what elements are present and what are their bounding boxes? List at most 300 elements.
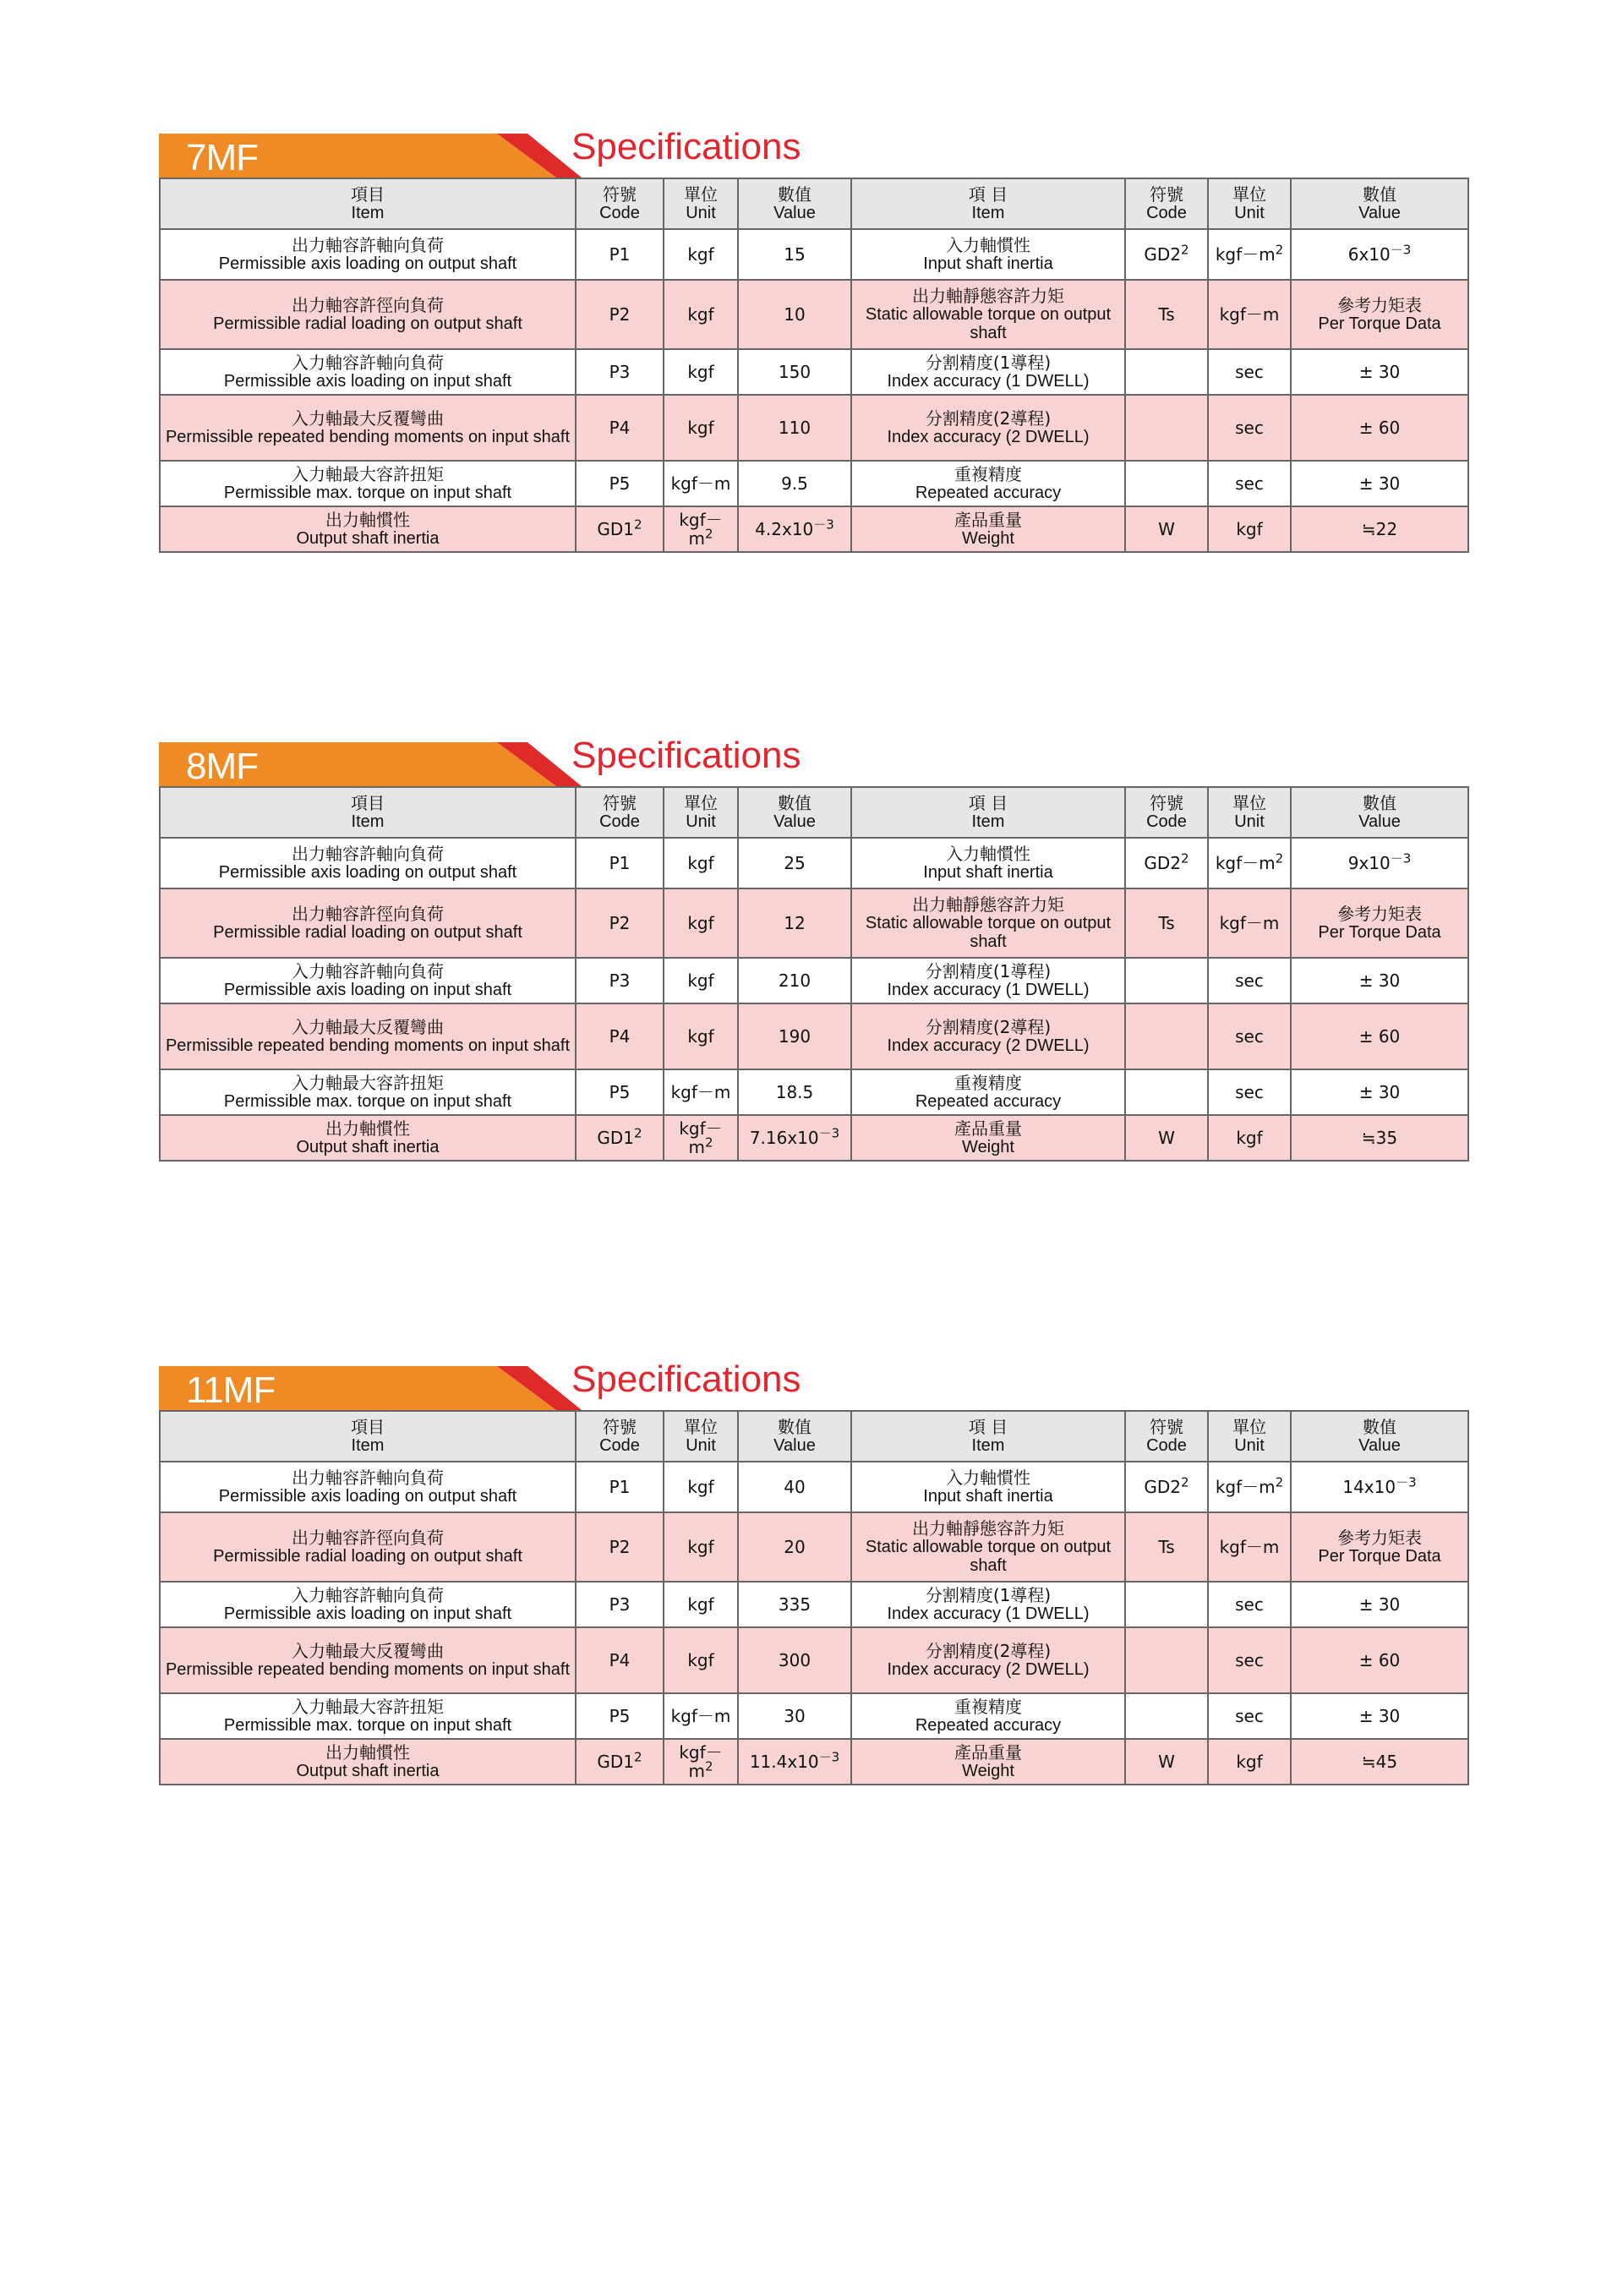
item-name-en: Input shaft inertia [923, 254, 1053, 273]
header-value-right [1291, 1411, 1468, 1462]
header-item-zh: 項 目 [968, 184, 1008, 205]
item-cell-right [851, 395, 1125, 461]
value-text: 9.5 [781, 473, 808, 494]
code-cell [576, 229, 664, 280]
item-name-zh: 出力軸靜態容許力矩 [912, 286, 1064, 306]
code-text: P2 [609, 913, 631, 933]
header-code [576, 787, 664, 838]
header-unit-en: Unit [1234, 812, 1265, 831]
value-text-en: Per Torque Data [1318, 923, 1441, 942]
item-name-en: Permissible axis loading on output shaft [218, 254, 517, 273]
unit-cell-right [1208, 1627, 1291, 1693]
code-superscript: 2 [1181, 1474, 1189, 1490]
code-text: P1 [609, 1477, 631, 1497]
header-code-zh: 符號 [603, 1417, 637, 1437]
value-text: ± 60 [1358, 1026, 1401, 1047]
value-text: ± 30 [1358, 1706, 1401, 1726]
unit-text: kgf [687, 913, 714, 933]
code-text: W [1158, 1752, 1175, 1772]
code-cell [576, 395, 664, 461]
header-unit [664, 1411, 738, 1462]
value-cell [738, 1003, 851, 1069]
header-value-en: Value [773, 812, 816, 831]
item-name-en: Permissible axis loading on input shaft [223, 981, 512, 999]
value-exponent: －3 [818, 1749, 840, 1765]
unit-text: kgf－m [679, 1118, 723, 1157]
header-code-right [1125, 787, 1208, 838]
code-cell-right [1125, 506, 1208, 552]
section-header [159, 126, 1467, 178]
unit-cell-right [1208, 349, 1291, 395]
code-cell-right [1125, 1693, 1208, 1739]
code-text: W [1158, 1128, 1175, 1148]
value-text: ≒22 [1361, 519, 1398, 539]
value-text: ± 30 [1358, 362, 1401, 382]
table-row [160, 1627, 1468, 1693]
value-cell [738, 888, 851, 958]
table-row [160, 1003, 1468, 1069]
unit-cell-right [1208, 958, 1291, 1003]
header-unit-zh: 單位 [684, 793, 718, 813]
code-cell [576, 1582, 664, 1627]
header-item-right [851, 1411, 1125, 1462]
header-item-en: Item [351, 204, 385, 222]
unit-cell-right [1208, 229, 1291, 280]
spec-title: Specifications [571, 735, 801, 776]
unit-cell-right [1208, 1462, 1291, 1512]
value-cell [738, 1627, 851, 1693]
value-cell [738, 229, 851, 280]
item-name-zh: 出力軸容許徑向負荷 [292, 295, 444, 315]
unit-cell-right [1208, 1693, 1291, 1739]
item-name-en: Permissible max. torque on input shaft [223, 484, 512, 502]
value-cell-right [1291, 506, 1468, 552]
item-name-zh: 出力軸慣性 [325, 510, 410, 530]
item-name-zh: 入力軸容許軸向負荷 [292, 961, 444, 981]
code-cell [576, 1512, 664, 1582]
item-name-en: Index accuracy (2 DWELL) [887, 1660, 1090, 1679]
item-name-en: Permissible axis loading on input shaft [223, 372, 512, 391]
header-value-zh: 數值 [1363, 184, 1396, 205]
value-cell [738, 1462, 851, 1512]
table-header-row [160, 787, 1468, 838]
unit-text: sec [1235, 418, 1264, 438]
value-text: 40 [784, 1477, 806, 1497]
code-text: P1 [609, 244, 631, 265]
unit-cell [664, 1512, 738, 1582]
code-cell-right [1125, 229, 1208, 280]
item-name-zh: 產品重量 [954, 1118, 1022, 1139]
value-text: ± 30 [1358, 1082, 1401, 1102]
value-cell [738, 395, 851, 461]
value-text: 110 [778, 418, 812, 438]
header-item-en: Item [351, 812, 385, 831]
header-unit-en: Unit [686, 204, 716, 222]
header-code-en: Code [599, 812, 640, 831]
value-text: 210 [778, 970, 812, 991]
value-text: 335 [778, 1594, 812, 1615]
value-text: ± 60 [1358, 1650, 1401, 1670]
header-code-en: Code [1146, 1436, 1187, 1455]
header-item [160, 178, 576, 229]
spec-table [159, 178, 1469, 553]
header-code-en: Code [1146, 204, 1187, 222]
unit-text: kgf－m [1219, 304, 1280, 325]
unit-cell [664, 1693, 738, 1739]
item-cell [160, 1003, 576, 1069]
value-cell-right [1291, 1512, 1468, 1582]
code-cell [576, 888, 664, 958]
item-name-en: Weight [962, 1762, 1014, 1780]
item-name-en: Permissible repeated bending moments on input shaft [165, 1036, 571, 1055]
code-cell [576, 1115, 664, 1161]
value-cell-right [1291, 888, 1468, 958]
header-value-en: Value [773, 1436, 816, 1455]
item-name-zh: 分割精度(2導程) [925, 1017, 1052, 1037]
header-item [160, 1411, 576, 1462]
unit-cell [664, 838, 738, 888]
unit-text: kgf [687, 362, 714, 382]
model-name: 11MF [186, 1369, 276, 1411]
model-name: 8MF [186, 746, 258, 787]
unit-cell-right [1208, 1115, 1291, 1161]
unit-cell-right [1208, 1582, 1291, 1627]
value-cell-right [1291, 229, 1468, 280]
code-text: P2 [609, 304, 631, 325]
value-text: ± 30 [1358, 473, 1401, 494]
code-text: P3 [609, 1594, 631, 1615]
item-name-en: Permissible max. torque on input shaft [223, 1716, 512, 1735]
item-name-en: Index accuracy (1 DWELL) [887, 981, 1090, 999]
table-row [160, 1069, 1468, 1115]
item-name-en: Permissible radial loading on output shaft [213, 1547, 522, 1566]
item-name-zh: 分割精度(1導程) [925, 353, 1052, 373]
header-unit-right [1208, 787, 1291, 838]
item-name-en: Permissible axis loading on output shaft [218, 863, 517, 882]
item-cell-right [851, 1693, 1125, 1739]
code-text: P1 [609, 853, 631, 873]
item-name-en: Permissible axis loading on output shaft [218, 1487, 517, 1506]
unit-text: sec [1235, 362, 1264, 382]
header-value-en: Value [1358, 1436, 1401, 1455]
item-cell-right [851, 1582, 1125, 1627]
unit-text: kgf [687, 1594, 714, 1615]
unit-text: kgf－m [1215, 853, 1276, 873]
code-cell-right [1125, 461, 1208, 506]
table-row [160, 1462, 1468, 1512]
header-unit [664, 178, 738, 229]
code-cell [576, 1739, 664, 1785]
table-row [160, 888, 1468, 958]
code-superscript: 2 [1181, 850, 1189, 866]
code-cell [576, 461, 664, 506]
item-name-zh: 分割精度(2導程) [925, 408, 1052, 429]
item-name-zh: 入力軸慣性 [946, 844, 1030, 864]
item-name-en: Permissible radial loading on output shaft [213, 314, 522, 333]
header-item-right [851, 787, 1125, 838]
unit-cell-right [1208, 888, 1291, 958]
item-name-en: Repeated accuracy [915, 1092, 1062, 1111]
value-cell [738, 461, 851, 506]
unit-cell-right [1208, 506, 1291, 552]
header-item-right [851, 178, 1125, 229]
item-name-zh: 分割精度(1導程) [925, 1585, 1052, 1605]
value-cell [738, 838, 851, 888]
item-name-en: Weight [962, 1138, 1014, 1156]
value-cell-right [1291, 958, 1468, 1003]
item-cell [160, 1069, 576, 1115]
item-name-zh: 出力軸靜態容許力矩 [912, 1518, 1064, 1539]
header-unit-zh: 單位 [1232, 793, 1266, 813]
code-cell-right [1125, 958, 1208, 1003]
code-cell [576, 958, 664, 1003]
unit-text: kgf [687, 853, 714, 873]
code-text: GD1 [597, 1752, 635, 1772]
item-name-en: Permissible repeated bending moments on input shaft [165, 1660, 571, 1679]
header-item [160, 787, 576, 838]
item-name-en: Output shaft inertia [296, 529, 440, 548]
value-text-zh: 參考力矩表 [1337, 904, 1422, 924]
value-cell [738, 1582, 851, 1627]
item-cell [160, 1739, 576, 1785]
model-name: 7MF [186, 137, 258, 178]
header-value-zh: 數值 [778, 1417, 812, 1437]
header-value-en: Value [773, 204, 816, 222]
item-cell [160, 1512, 576, 1582]
item-name-zh: 出力軸容許徑向負荷 [292, 904, 444, 924]
item-cell [160, 395, 576, 461]
unit-cell [664, 1582, 738, 1627]
unit-text: kgf－m [1215, 1477, 1276, 1497]
header-value-zh: 數值 [778, 793, 812, 813]
table-header-row [160, 178, 1468, 229]
code-text: P4 [609, 418, 631, 438]
item-cell-right [851, 1512, 1125, 1582]
code-cell-right [1125, 280, 1208, 349]
value-text-zh: 參考力矩表 [1337, 1528, 1422, 1548]
header-value-right [1291, 787, 1468, 838]
unit-cell [664, 395, 738, 461]
value-text: 20 [784, 1537, 806, 1557]
value-text: 11.4x10 [749, 1752, 819, 1772]
unit-text: kgf [687, 1026, 714, 1047]
unit-cell-right [1208, 280, 1291, 349]
spec-title: Specifications [571, 1358, 801, 1400]
header-code [576, 178, 664, 229]
header-code [576, 1411, 664, 1462]
header-code-en: Code [1146, 812, 1187, 831]
header-item-zh: 項目 [351, 184, 385, 205]
item-cell [160, 1582, 576, 1627]
item-name-zh: 出力軸慣性 [325, 1742, 410, 1763]
table-row [160, 1739, 1468, 1785]
item-name-zh: 出力軸容許軸向負荷 [292, 844, 444, 864]
unit-cell [664, 461, 738, 506]
code-text: P2 [609, 1537, 631, 1557]
value-cell [738, 958, 851, 1003]
spec-title: Specifications [571, 126, 801, 167]
header-unit-en: Unit [1234, 204, 1265, 222]
table-row [160, 958, 1468, 1003]
header-item-zh: 項 目 [968, 1417, 1008, 1437]
unit-cell [664, 1069, 738, 1115]
unit-text: kgf－m [1219, 1537, 1280, 1557]
item-cell [160, 888, 576, 958]
unit-cell [664, 1115, 738, 1161]
code-text: P5 [609, 473, 631, 494]
value-cell-right [1291, 1582, 1468, 1627]
unit-cell-right [1208, 1069, 1291, 1115]
item-cell-right [851, 1739, 1125, 1785]
item-name-zh: 分割精度(2導程) [925, 1641, 1052, 1661]
header-value [738, 1411, 851, 1462]
value-text: 10 [784, 304, 806, 325]
unit-superscript: 2 [1275, 242, 1284, 258]
unit-text: sec [1235, 1706, 1264, 1726]
item-name-zh: 入力軸最大反覆彎曲 [292, 1641, 444, 1661]
unit-text: kgf [1236, 1752, 1263, 1772]
code-text: P3 [609, 970, 631, 991]
value-cell-right [1291, 1069, 1468, 1115]
unit-cell [664, 1003, 738, 1069]
header-unit-zh: 單位 [684, 184, 718, 205]
value-cell-right [1291, 395, 1468, 461]
item-name-en: Index accuracy (2 DWELL) [887, 428, 1090, 446]
value-cell [738, 1739, 851, 1785]
value-text: 25 [784, 853, 806, 873]
code-text: GD1 [597, 1128, 635, 1148]
header-code-zh: 符號 [1150, 1417, 1183, 1437]
item-cell-right [851, 506, 1125, 552]
header-item-zh: 項目 [351, 793, 385, 813]
unit-text: kgf [687, 970, 714, 991]
item-name-zh: 入力軸容許軸向負荷 [292, 1585, 444, 1605]
header-code-en: Code [599, 1436, 640, 1455]
header-item-en: Item [971, 1436, 1005, 1455]
item-cell-right [851, 838, 1125, 888]
unit-cell [664, 349, 738, 395]
header-code-en: Code [599, 204, 640, 222]
code-cell-right [1125, 1582, 1208, 1627]
header-value-zh: 數值 [778, 184, 812, 205]
item-name-zh: 入力軸最大容許扭矩 [292, 464, 444, 484]
value-text: 9x10 [1347, 853, 1391, 873]
value-cell-right [1291, 1693, 1468, 1739]
code-superscript: 2 [634, 517, 642, 533]
unit-cell [664, 958, 738, 1003]
table-row [160, 349, 1468, 395]
code-cell [576, 1693, 664, 1739]
header-value-zh: 數值 [1363, 793, 1396, 813]
code-cell [576, 1003, 664, 1069]
value-cell [738, 1115, 851, 1161]
code-text: P4 [609, 1650, 631, 1670]
code-superscript: 2 [634, 1125, 642, 1141]
header-value [738, 178, 851, 229]
item-name-zh: 產品重量 [954, 510, 1022, 530]
header-unit-zh: 單位 [684, 1417, 718, 1437]
table-row [160, 1512, 1468, 1582]
code-cell [576, 1462, 664, 1512]
unit-text: kgf－m [670, 1082, 731, 1102]
unit-cell-right [1208, 1512, 1291, 1582]
header-code-right [1125, 178, 1208, 229]
item-name-en: Repeated accuracy [915, 1716, 1062, 1735]
item-name-en: Index accuracy (2 DWELL) [887, 1036, 1090, 1055]
item-name-en: Static allowable torque on output shaft [865, 1538, 1112, 1575]
value-cell [738, 1693, 851, 1739]
section-header [159, 1358, 1467, 1411]
item-name-zh: 入力軸最大容許扭矩 [292, 1697, 444, 1717]
section-header [159, 735, 1467, 787]
unit-text: kgf－m [670, 1706, 731, 1726]
code-text: P5 [609, 1706, 631, 1726]
code-cell-right [1125, 1739, 1208, 1785]
item-name-en: Permissible axis loading on input shaft [223, 1604, 512, 1623]
unit-cell-right [1208, 395, 1291, 461]
value-text-en: Per Torque Data [1318, 314, 1441, 333]
value-cell-right [1291, 280, 1468, 349]
unit-text: sec [1235, 970, 1264, 991]
value-text: ± 30 [1358, 1594, 1401, 1615]
header-unit-right [1208, 1411, 1291, 1462]
unit-superscript: 2 [704, 1758, 713, 1774]
unit-cell [664, 888, 738, 958]
unit-cell-right [1208, 1003, 1291, 1069]
unit-cell-right [1208, 461, 1291, 506]
value-text: ± 60 [1358, 418, 1401, 438]
value-text: ≒35 [1361, 1128, 1398, 1148]
value-cell-right [1291, 1739, 1468, 1785]
item-cell [160, 838, 576, 888]
unit-text: sec [1235, 1594, 1264, 1615]
unit-superscript: 2 [1275, 850, 1284, 866]
item-name-zh: 入力軸最大反覆彎曲 [292, 408, 444, 429]
item-name-zh: 入力軸最大容許扭矩 [292, 1073, 444, 1093]
value-exponent: －3 [1390, 850, 1412, 866]
code-text: W [1158, 519, 1175, 539]
item-cell [160, 229, 576, 280]
unit-text: sec [1235, 1026, 1264, 1047]
value-text: ± 30 [1358, 970, 1401, 991]
spec-table [159, 786, 1469, 1162]
table-row [160, 1693, 1468, 1739]
item-name-en: Input shaft inertia [923, 863, 1053, 882]
value-exponent: －3 [818, 1125, 840, 1141]
item-name-en: Permissible radial loading on output shaft [213, 923, 522, 942]
table-row [160, 1582, 1468, 1627]
unit-cell [664, 1462, 738, 1512]
code-text: Ts [1158, 304, 1175, 325]
value-cell [738, 506, 851, 552]
value-cell-right [1291, 1462, 1468, 1512]
unit-text: kgf－m [670, 473, 731, 494]
unit-text: kgf [687, 244, 714, 265]
header-value-zh: 數值 [1363, 1417, 1396, 1437]
item-name-zh: 入力軸最大反覆彎曲 [292, 1017, 444, 1037]
item-cell-right [851, 1003, 1125, 1069]
item-name-zh: 出力軸容許軸向負荷 [292, 1468, 444, 1488]
header-item-zh: 項 目 [968, 793, 1008, 813]
item-cell [160, 280, 576, 349]
value-exponent: －3 [1396, 1474, 1417, 1490]
table-row [160, 280, 1468, 349]
value-cell-right [1291, 1627, 1468, 1693]
item-cell [160, 1627, 576, 1693]
unit-text: kgf [687, 1537, 714, 1557]
item-cell [160, 958, 576, 1003]
header-unit-en: Unit [1234, 1436, 1265, 1455]
